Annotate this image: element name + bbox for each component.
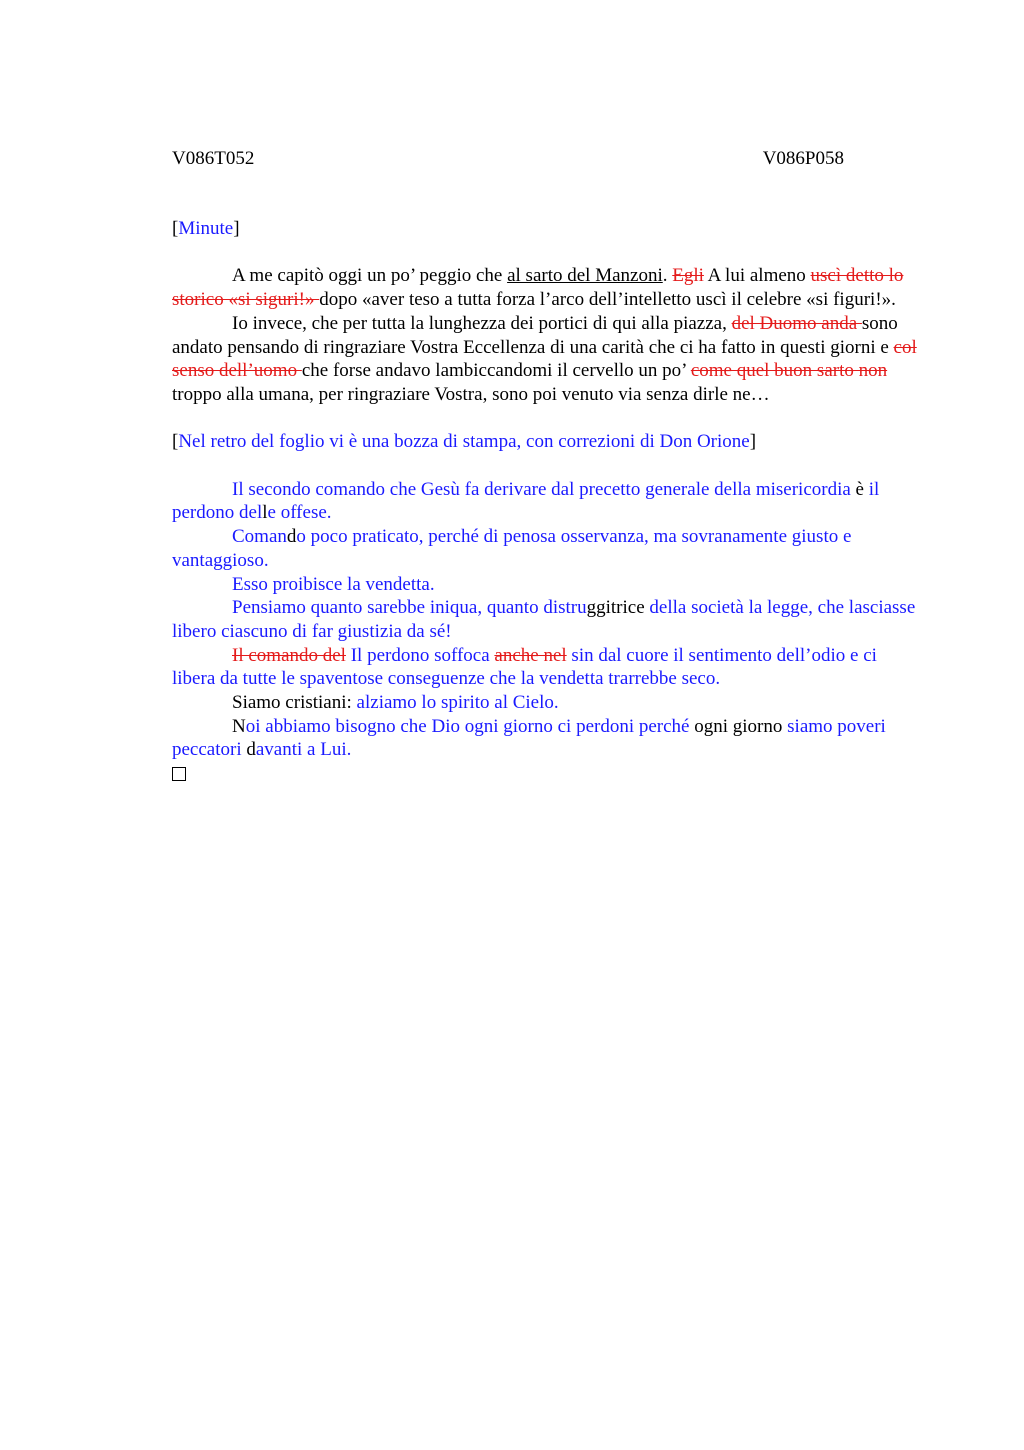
paragraph-1 <box>172 264 924 311</box>
document-code-right: V086P058 <box>762 148 844 169</box>
text-run: A me capitò oggi un po’ peggio che <box>232 265 508 287</box>
section-title: Minute <box>178 218 234 239</box>
deleted-text: uscì detto lo storico «si siguri!» <box>172 265 904 311</box>
paragraph-6 <box>172 596 924 643</box>
text-run: . <box>662 265 673 287</box>
corrected-text: o poco praticato, perché di penosa osservanza, ma sovranamente giusto e vantaggioso. <box>172 526 852 571</box>
deleted-text: Il comando del <box>232 644 346 666</box>
text-run: troppo alla umana, per ringraziare Vostra, sono poi venuto via senza dirle ne… <box>172 383 770 405</box>
deleted-text: Egli <box>672 265 704 287</box>
spacer <box>172 407 924 431</box>
spacer <box>172 241 924 265</box>
text-run: l <box>262 502 268 524</box>
paragraph-3 <box>172 478 924 525</box>
text-run: ogni giorno <box>689 715 788 737</box>
corrected-text: Coman <box>232 526 287 548</box>
corrected-text: Il secondo comando che Gesù fa derivare dal precetto generale della misericordia <box>232 478 851 500</box>
corrected-text: Pensiamo quanto sarebbe iniqua, quanto distru <box>232 597 587 619</box>
document-code-left: V086T052 <box>172 148 255 169</box>
corrected-text: Il perdono soffoca <box>345 644 495 666</box>
text-run: A lui almeno <box>703 265 811 287</box>
deleted-text: anche nel <box>494 644 567 666</box>
paragraph-7 <box>172 644 924 691</box>
paragraph-8 <box>172 691 924 715</box>
text-run: Siamo cristiani: <box>232 692 357 714</box>
document-body <box>172 217 924 788</box>
corrected-text: siamo poveri peccatori <box>172 715 886 761</box>
corrected-text: oi abbiamo bisogno che Dio ogni giorno ci perdoni perché <box>245 715 690 737</box>
corrected-text: il perdono del <box>172 478 880 524</box>
text-run: d <box>241 739 256 761</box>
paragraph-9 <box>172 715 924 762</box>
end-marker <box>172 762 924 788</box>
bracket-open: [ <box>172 218 179 239</box>
text-run: dopo «aver teso a tutta forza l’arco dell’intelletto uscì il celebre «si figuri!». <box>319 289 896 311</box>
text-run: Io invece, che per tutta la lunghezza dei portici di qui alla piazza, <box>232 312 732 334</box>
bracket-open: [ <box>172 431 179 453</box>
corrected-text: avanti a Lui. <box>255 739 352 761</box>
text-run: d <box>286 526 297 548</box>
text-run: è <box>850 478 869 500</box>
corrected-text: sin dal cuore il sentimento dell’odio e ci libera da tutte le spaventose conseguenze che la vendetta trarrebbe seco. <box>172 644 877 690</box>
text-run: ggitrice <box>586 597 645 619</box>
bracket-close: ] <box>749 431 757 453</box>
corrected-text: alziamo lo spirito al Cielo. <box>356 692 559 714</box>
corrected-text: della società la legge, che lasciasse libero ciascuno di far giustizia da sé! <box>172 597 916 642</box>
deleted-text: del Duomo anda <box>731 312 862 334</box>
page-header <box>172 147 844 171</box>
underlined-text: al sarto del Manzoni <box>507 265 663 287</box>
paragraph-5 <box>172 573 924 597</box>
text-run: sono andato pensando di ringraziare Vostra Eccellenza di una carità che ci ha fatto in questi giorni e <box>172 312 898 358</box>
section-heading-minute <box>172 217 924 241</box>
bracket-close: ] <box>233 218 240 239</box>
text-run: N <box>232 715 246 737</box>
paragraph-4 <box>172 525 924 572</box>
corrected-text: e offese. <box>267 502 332 524</box>
section-title: Nel retro del foglio vi è una bozza di stampa, con correzioni di Don Orione <box>178 431 750 453</box>
deleted-text: col senso dell’uomo <box>172 336 917 382</box>
section-heading-retro <box>172 430 924 454</box>
deleted-text: come quel buon sarto non <box>690 360 888 382</box>
end-square-icon <box>172 767 186 781</box>
spacer <box>172 454 924 478</box>
text-run: che forse andavo lambiccandomi il cervello un po’ <box>301 360 691 382</box>
corrected-text: Esso proibisce la vendetta. <box>232 573 435 595</box>
paragraph-2 <box>172 312 924 407</box>
